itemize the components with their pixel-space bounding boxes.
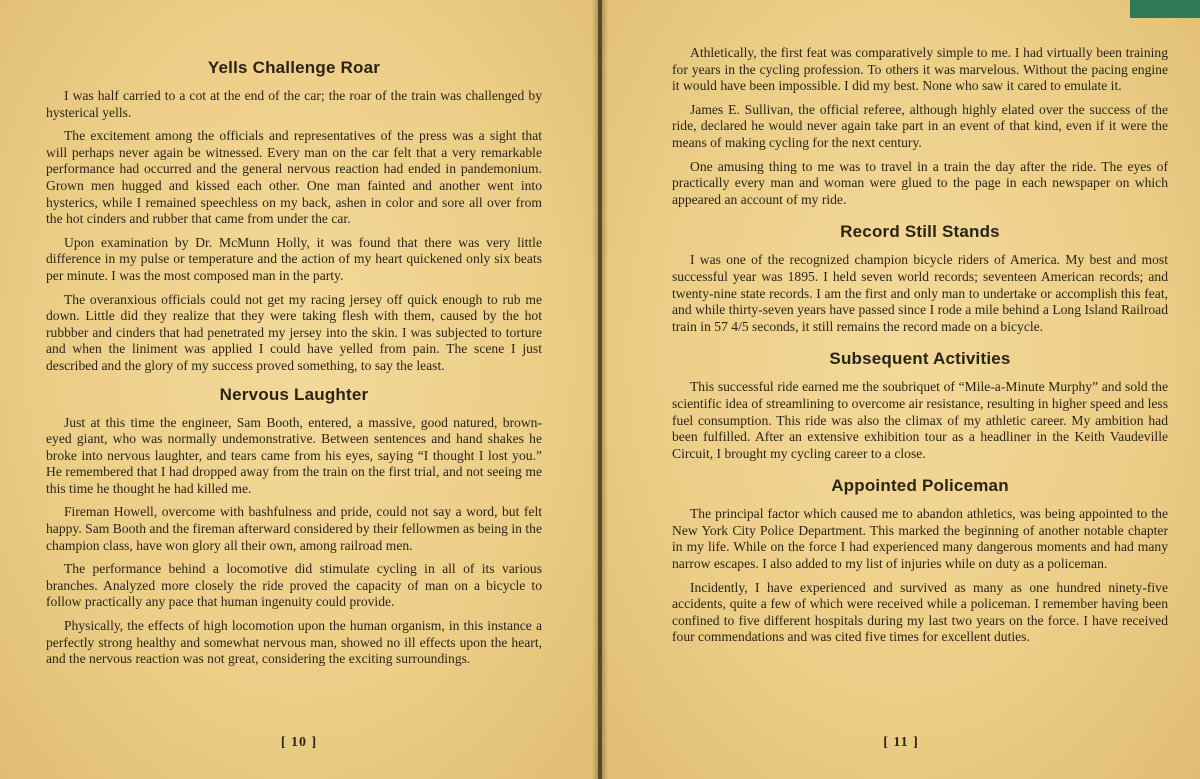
paragraph: Upon examination by Dr. McMunn Holly, it was found that there was very little difference in my pulse or temperature and the action of my heart quickened only six beats per minute. I was the most composed man in the party. [46,234,542,283]
page-number-left: [ 10 ] [280,735,318,750]
paragraph: I was half carried to a cot at the end of the car; the roar of the train was challenged by hysterical yells. [46,88,542,120]
paragraph: Physically, the effects of high locomotion upon the human organism, in this instance a perfectly strong healthy and somewhat nervous man, showed no ill effects upon the heart, and the nervous reaction was not great, considering the exciting surroundings. [46,618,542,667]
paragraph: The overanxious officials could not get my racing jersey off quick enough to rub me down. Little did they realize that they were taking flesh with them, caused by the hot rubbber and cinders that had penetrated my jersey into the skin. I was subjected to torture and when the liniment was applied I could have yelled from pain. The scene I just described and the glory of my success proved something, to say the least. [46,291,542,373]
paragraph: The excitement among the officials and representatives of the press was a sight that will perhaps never again be witnessed. Every man on the car felt that a very remarkable performance had occurred and the general nervous reaction had ended in pandemonium. Grown men hugged and kissed each other. One man fainted and another went into hysterics, while I remained speechless on my back, ashen in color and sore all over from the hot cinders and rubber that came from under the car. [46,128,542,227]
paragraph: The principal factor which caused me to abandon athletics, was being appointed to the New York City Police Department. This marked the beginning of another notable chapter in my life. While on the force I had experienced many dangerous moments and had many narrow escapes. I also added to my list of injuries while on duty as a policeman. [672,506,1168,572]
paragraph: Fireman Howell, overcome with bashfulness and pride, could not say a word, but felt happy. Sam Booth and the fireman afterward considered by their fellowmen as being in the champion class, have won glory all their own, among railroad men. [46,504,542,553]
paragraph: One amusing thing to me was to travel in a train the day after the ride. The eyes of practically every man and woman were glued to the page in each newspaper on which appeared an account of my ride. [672,158,1168,207]
heading-nervous-laughter: Nervous Laughter [219,384,369,404]
paragraph: I was one of the recognized champion bicycle riders of America. My best and most successful year was 1895. I held seven world records; seventeen American records; and twenty-nine state records. I am the first and only man to undertake or accomplish this feat, and while thirty-seven years have passed since I rode a mile behind a Long Island Railroad train in 57 4/5 seconds, it still remains the record made on a bicycle. [672,252,1168,334]
paragraph: Incidently, I have experienced and survived as many as one hundred ninety-five accidents, quite a few of which were received while a policeman. I remember having been confined to five different hospitals during my last two years on the force. I have received four commendations and was cited five times for excellent duties. [672,579,1168,645]
paragraph: This successful ride earned me the soubriquet of “Mile-a-Minute Murphy” and sold the scientific idea of streamlining to overcome air resistance, resulting in higher speed and less fuel consumption. This ride was also the climax of my athletic career. My ambition had been fulfilled. After an extensive exhibition tour as a headliner in the Keith Vaudeville Circuit, I brought my cycling career to a close. [672,379,1168,461]
heading-subsequent-activities: Subsequent Activities [829,349,1011,369]
paragraph: James E. Sullivan, the official referee, although highly elated over the success of the ride, declared he would never again take part in an event of that kind, even if it were the means of making cycling for the next century. [672,101,1168,150]
left-page [0,0,598,779]
page-number-right: [ 11 ] [883,735,919,750]
heading-appointed-policeman: Appointed Policeman [831,476,1009,496]
right-column [672,45,1168,653]
heading-record-still-stands: Record Still Stands [840,222,1000,242]
right-page [602,0,1200,779]
left-column [46,58,542,675]
paragraph: Athletically, the first feat was comparatively simple to me. I had virtually been training for years in the cycling profession. To others it was marvelous. Without the pacing engine it would have been impossible. I did my best. None who saw it cared to emulate it. [672,45,1168,94]
heading-yells-challenge-roar: Yells Challenge Roar [207,58,381,77]
paragraph: Just at this time the engineer, Sam Booth, entered, a massive, good natured, brown-eyed giant, who was normally undemonstrative. Between sentences and hand shakes he broke into nervous laughter, and tears came from his eyes, saying “I thought I lost you.” He remembered that I had dropped away from the train on the first trial, and not seeing me this time he thought he had killed me. [46,414,542,496]
cover-edge [1130,0,1200,18]
book-gutter [592,0,608,779]
paragraph: The performance behind a locomotive did stimulate cycling in all of its various branches. Analyzed more closely the ride proved the capacity of man on a bicycle to follow practically any pace that human ingenuity could provide. [46,561,542,610]
